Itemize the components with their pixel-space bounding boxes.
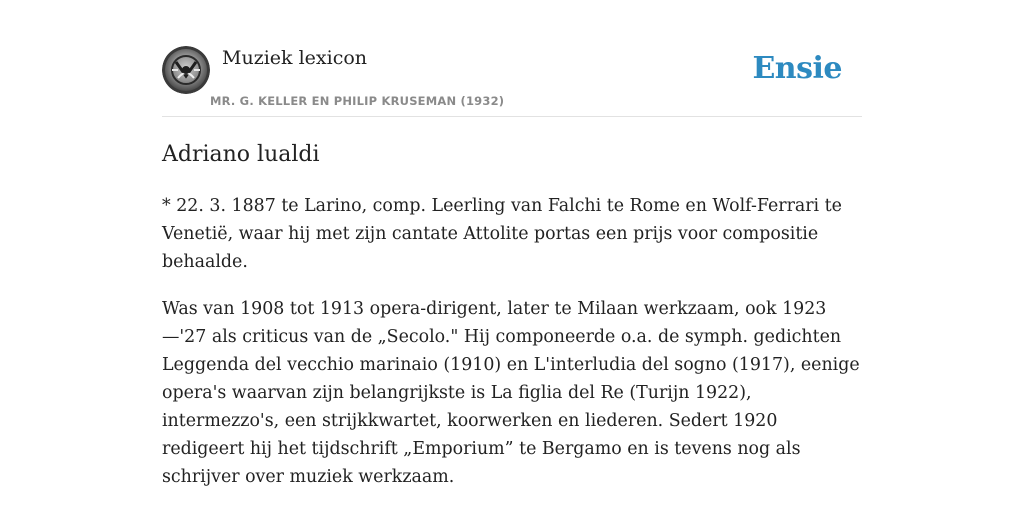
article: [162, 140, 862, 510]
article-paragraph: * 22. 3. 1887 te Larino, comp. Leerling van Falchi te Rome en Wolf-Ferrari te Venetië, waar hij met zijn cantate Attolite portas een prijs voor compositie behaalde.: [162, 196, 842, 272]
source-title[interactable]: Muziek lexicon: [222, 47, 368, 69]
article-title: Adriano lualdi: [162, 142, 320, 167]
article-paragraph: Was van 1908 tot 1913 opera-dirigent, later te Milaan werkzaam, ook 1923—'27 als criticus van de „Secolo." Hij componeerde o.a. de symph. gedichten Leggenda del vecchio marinaio (1910) en L'interludia del sogno (1917), eenige opera's waarvan zijn belangrijkste is La figlia del Re (Turijn 1922), intermezzo's, een strijkkwartet, koorwerken en liederen. Sedert 1920 redigeert hij het tijdschrift „Emporium” te Bergamo en is tevens nog als schrijver over muziek werkzaam.: [162, 299, 860, 487]
source-subtitle: MR. G. KELLER EN PHILIP KRUSEMAN (1932): [210, 94, 505, 108]
lexicon-emblem-icon[interactable]: [162, 46, 210, 94]
source-header: [162, 46, 862, 117]
brand-logo-link[interactable]: Ensie: [752, 51, 842, 86]
